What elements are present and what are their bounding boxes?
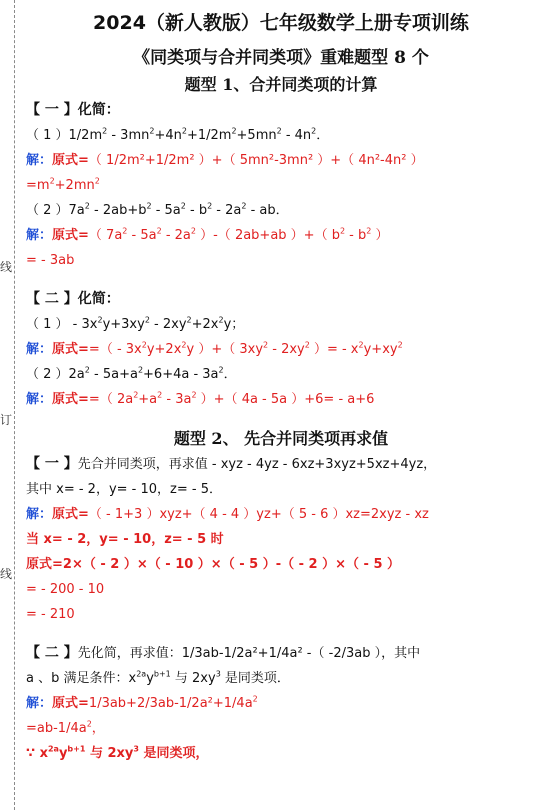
part2-label: 【 二 】化简： xyxy=(26,291,120,307)
question-3-1: 【 一 】先合并同类项，再求值 - xyz - 4yz - 6xz+3xyz+5xz+4yz， xyxy=(26,456,437,472)
answer-3-1-line4: = - 200 - 10 xyxy=(26,582,105,597)
section-heading-2: 题型 2、 先合并同类项再求值 xyxy=(173,429,389,448)
answer-2-1: 解：原式==（ - $3x^2y+2x^2y$ ）+（ $3xy^2 - 2xy^2$ ）= - $x^2y+xy^2$ xyxy=(26,340,403,357)
page-subtitle: 《同类项与合并同类项》重难题型 8 个 xyxy=(133,48,429,68)
answer-3-2-line3: ∵ $x^{2a}y^{b+1}$ 与 $2xy^3$ 是同类项， xyxy=(26,744,209,761)
part1-label xyxy=(26,98,536,123)
answer-3-2-line2: $=ab-1/4a^2$， xyxy=(26,719,105,736)
question-3-2: 【 二 】先化简，再求值：1/3ab-1/2a²+1/4a² -（ -2/3ab ），其中 xyxy=(26,645,421,661)
worksheet xyxy=(26,8,536,766)
answer-3-1-line2: 当 x= - 2，y= - 10，z= - 5 时 xyxy=(26,532,224,547)
answer-3-1-line1: 解：原式=（ - 1+3 ）xyz+（ 4 - 4 ）yz+（ 5 - 6 ）xz=2xyz - xz xyxy=(26,507,429,522)
answer-2-2: 解：原式==（ $2a^2+a^2 - 3a^2$ ）+（ 4a - 5a ）+6= - a+6 xyxy=(26,390,375,407)
page-title: 2024（新人教版）七年级数学上册专项训练 xyxy=(93,12,469,34)
answer-3-1-line5: = - 210 xyxy=(26,607,75,622)
answer-1-2-line2: = - 3ab xyxy=(26,253,75,268)
question-1-2: （ 2 ）$7a^2 - 2ab+b^2 - 5a^2 - b^2 - 2a^2$ - ab． xyxy=(26,201,289,218)
jie-label: 解： xyxy=(26,153,53,168)
binding-margin-line xyxy=(14,0,15,810)
part1-label-text: 【 一 】化简： xyxy=(26,102,120,118)
margin-char-xian-top: 线 xyxy=(0,260,13,274)
margin-char-xian-bottom: 线 xyxy=(0,567,13,581)
margin-char-ding: 订 xyxy=(0,413,13,427)
question-2-2: （ 2 ）$2a^2 - 5a+a^2+6+4a - 3a^2$． xyxy=(26,365,237,382)
answer-1-2-line1: 解：原式=（ $7a^2 - 5a^2 - 2a^2$ ）-（ 2ab+ab ）+（ $b^2 - b^2$ ） xyxy=(26,226,389,243)
answer-3-2-line1: 解：原式$=1/3ab+2/3ab-1/2a^2+1/4a^2$ xyxy=(26,694,258,711)
question-1-1: （ 1 ）$1/2m^2 - 3mn^2+4n^2+1/2m^2+5mn^2 - 4n^2$． xyxy=(26,126,330,143)
question-3-1-condition: 其中 x= - 2，y= - 10，z= - 5． xyxy=(26,482,222,497)
answer-3-1-line3: 原式=2×（ - 2 ）×（ - 10 ）×（ - 5 ）-（ - 2 ）×（ - 5 ） xyxy=(26,557,401,572)
answer-1-1-line1: 解：原式=（ 1/2m²+1/2m² ）+（ 5mn²-3mn² ）+（ 4n²-4n² ） xyxy=(26,153,424,168)
question-2-1: （ 1 ） - $3x^2y+3xy^2 - 2xy^2+2x^2y$； xyxy=(26,315,245,332)
question-3-2-condition: a 、b 满足条件：$x^{2a}y^{b+1}$ 与 $2xy^3$ 是同类项． xyxy=(26,669,290,686)
section-heading-1: 题型 1、合并同类项的计算 xyxy=(184,75,378,94)
answer-1-1-line2: $=m^2+2mn^2$ xyxy=(26,176,100,193)
